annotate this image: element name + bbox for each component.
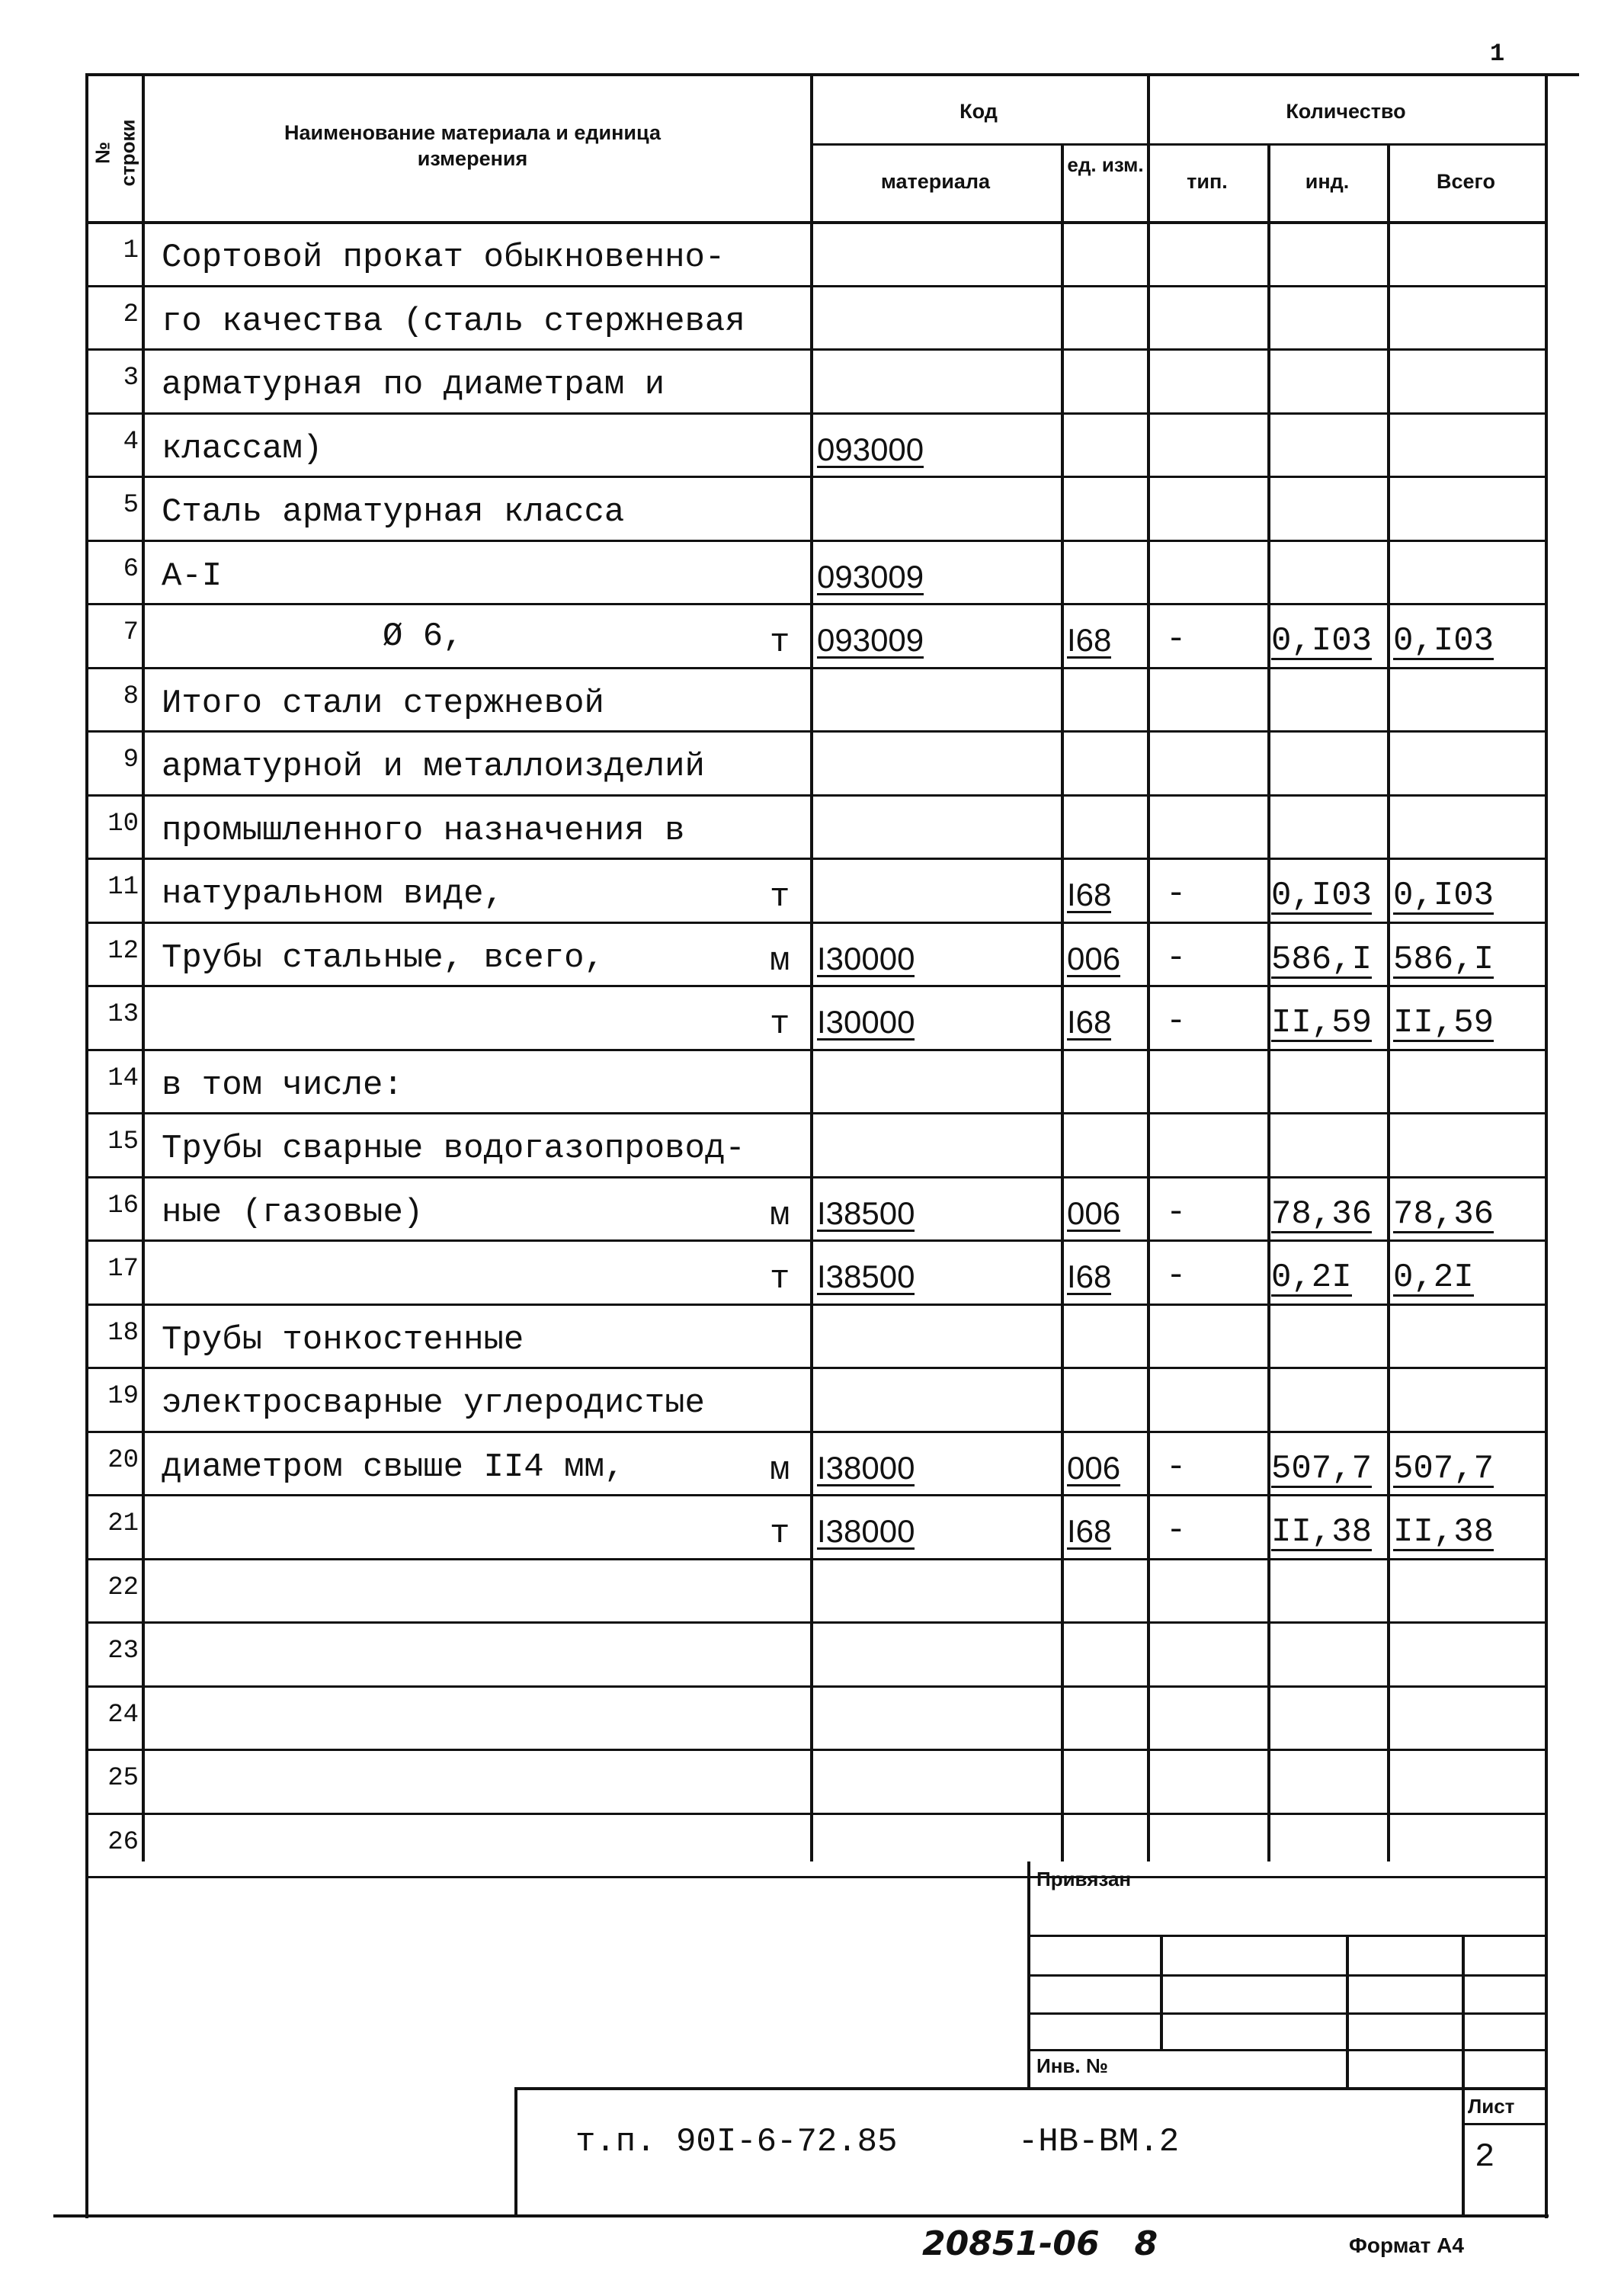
row-name: промышленного назначения в bbox=[162, 811, 685, 850]
row-unit: м bbox=[770, 941, 790, 980]
row-qty-typ: - bbox=[1166, 938, 1187, 977]
row-number: 9 bbox=[123, 746, 139, 774]
row-line bbox=[85, 1431, 1546, 1433]
row-unit: т bbox=[770, 1515, 790, 1553]
row-line bbox=[85, 1304, 1546, 1306]
header-qty-typ: тип. bbox=[1187, 170, 1228, 193]
row-qty-ind: II,59 bbox=[1271, 1004, 1373, 1042]
format-label: Формат А4 bbox=[1349, 2233, 1464, 2257]
row-qty-total: II,59 bbox=[1393, 1004, 1494, 1042]
row-code: I30000 bbox=[817, 940, 915, 976]
sheet-box-line bbox=[1462, 2123, 1546, 2125]
row-line bbox=[85, 1621, 1546, 1624]
row-number: 2 bbox=[123, 300, 139, 329]
row-qty-total: 0,2I bbox=[1393, 1259, 1474, 1297]
row-line bbox=[85, 1494, 1546, 1496]
sheet-number: 2 bbox=[1475, 2138, 1495, 2176]
privyazan-label: Привязан bbox=[1036, 1868, 1132, 1890]
row-code: I38000 bbox=[817, 1449, 915, 1486]
row-number: 3 bbox=[123, 364, 139, 393]
row-number: 13 bbox=[107, 1000, 139, 1029]
title-block-top bbox=[514, 2087, 1546, 2090]
stamp-line-h3 bbox=[1027, 2012, 1546, 2015]
row-name: Трубы стальные, всего, bbox=[162, 938, 604, 977]
row-line bbox=[85, 922, 1546, 924]
sheet-label: Лист bbox=[1468, 2095, 1515, 2118]
row-qty-total: 507,7 bbox=[1393, 1449, 1494, 1488]
row-line bbox=[85, 985, 1546, 987]
row-number: 8 bbox=[123, 681, 139, 711]
row-name: Трубы сварные водогазопровод- bbox=[162, 1130, 745, 1168]
row-unit: т bbox=[770, 1005, 790, 1044]
row-number: 12 bbox=[107, 936, 139, 966]
row-number: 21 bbox=[107, 1509, 139, 1538]
row-line bbox=[85, 1176, 1546, 1178]
row-line bbox=[85, 667, 1546, 669]
row-qty-typ: - bbox=[1166, 875, 1187, 913]
row-name: А-I bbox=[162, 556, 223, 595]
col-line-typ bbox=[1267, 145, 1270, 1861]
row-code: 093000 bbox=[817, 431, 924, 467]
stamp-line-h1 bbox=[1027, 1935, 1546, 1937]
row-name: арматурной и металлоизделий bbox=[162, 748, 705, 786]
header-bottom bbox=[85, 221, 1546, 224]
row-qty-ind: 0,I03 bbox=[1271, 877, 1373, 915]
row-number: 4 bbox=[123, 427, 139, 457]
row-unit-code: I68 bbox=[1067, 1513, 1112, 1549]
row-name: Сталь арматурная класса bbox=[162, 493, 625, 531]
doc-code: т.п. 90I-6-72.85 -НВ-ВМ.2 bbox=[575, 2123, 1180, 2161]
stamp-line-h2 bbox=[1027, 1974, 1546, 1977]
row-number: 11 bbox=[107, 873, 139, 902]
row-line bbox=[85, 730, 1546, 733]
row-qty-total: 0,I03 bbox=[1393, 622, 1494, 660]
header-quantity: Количество bbox=[1286, 100, 1406, 123]
col-line-unit bbox=[1147, 75, 1150, 1861]
row-qty-ind: 0,I03 bbox=[1271, 622, 1373, 660]
header-subline bbox=[810, 143, 1546, 146]
row-line bbox=[85, 348, 1546, 351]
row-number: 6 bbox=[123, 554, 139, 584]
row-line bbox=[85, 1813, 1546, 1815]
row-qty-total: 78,36 bbox=[1393, 1194, 1494, 1233]
col-line-ind bbox=[1387, 145, 1390, 1861]
row-qty-total: II,38 bbox=[1393, 1513, 1494, 1551]
row-number: 16 bbox=[107, 1191, 139, 1220]
row-line bbox=[85, 1685, 1546, 1688]
row-number: 5 bbox=[123, 491, 139, 520]
row-unit: м bbox=[770, 1196, 790, 1235]
row-qty-ind: 78,36 bbox=[1271, 1194, 1373, 1233]
row-qty-typ: - bbox=[1166, 1193, 1187, 1232]
header-qty-total: Всего bbox=[1437, 170, 1495, 193]
row-line bbox=[85, 412, 1546, 415]
stamp-line-v2 bbox=[1160, 1935, 1163, 2049]
row-unit-code: I68 bbox=[1067, 1004, 1112, 1040]
col-line-rownum bbox=[142, 75, 145, 1861]
row-name: Ø 6, bbox=[383, 617, 463, 656]
row-code: I38500 bbox=[817, 1194, 915, 1231]
row-qty-typ: - bbox=[1166, 1257, 1187, 1295]
row-unit: м bbox=[770, 1451, 790, 1490]
col-line-name bbox=[810, 75, 813, 1861]
header-qty-ind: инд. bbox=[1305, 170, 1350, 193]
row-line bbox=[85, 1558, 1546, 1560]
row-line bbox=[85, 1112, 1546, 1114]
row-code: 093009 bbox=[817, 558, 924, 595]
row-name: диаметром свыше II4 мм, bbox=[162, 1448, 625, 1486]
row-code: I30000 bbox=[817, 1004, 915, 1040]
stamp-line-h4 bbox=[1027, 2049, 1546, 2051]
row-line bbox=[85, 1239, 1546, 1242]
row-number: 20 bbox=[107, 1445, 139, 1475]
row-number: 15 bbox=[107, 1127, 139, 1156]
header-code-unit: ед. изм. bbox=[1067, 153, 1144, 176]
row-line bbox=[85, 1049, 1546, 1051]
row-qty-typ: - bbox=[1166, 620, 1187, 659]
row-qty-typ: - bbox=[1166, 1002, 1187, 1041]
col-line-code bbox=[1061, 145, 1064, 1861]
row-code: I38500 bbox=[817, 1259, 915, 1294]
row-line bbox=[85, 1876, 1546, 1878]
row-line bbox=[85, 1749, 1546, 1751]
row-unit-code: 006 bbox=[1067, 940, 1121, 976]
frame-top bbox=[85, 73, 1579, 76]
row-number: 17 bbox=[107, 1255, 139, 1284]
row-line bbox=[85, 285, 1546, 287]
stamp-line-v3 bbox=[1346, 1935, 1349, 2089]
stamp-line-v4 bbox=[1462, 1935, 1465, 2215]
row-number: 14 bbox=[107, 1063, 139, 1093]
row-code: I38000 bbox=[817, 1513, 915, 1549]
header-rownum: № строки bbox=[91, 119, 139, 187]
row-name: Трубы тонкостенные bbox=[162, 1320, 524, 1359]
row-qty-ind: 507,7 bbox=[1271, 1449, 1373, 1488]
row-qty-ind: 0,2I bbox=[1271, 1259, 1352, 1297]
row-unit: т bbox=[770, 624, 790, 662]
row-number: 25 bbox=[107, 1764, 139, 1793]
row-code: 093009 bbox=[817, 622, 924, 658]
row-number: 10 bbox=[107, 809, 139, 839]
row-number: 23 bbox=[107, 1637, 139, 1666]
row-name: Итого стали стержневой bbox=[162, 684, 604, 723]
row-line bbox=[85, 858, 1546, 860]
row-number: 7 bbox=[123, 618, 139, 647]
row-line bbox=[85, 603, 1546, 605]
row-unit-code: I68 bbox=[1067, 877, 1112, 912]
row-qty-ind: 586,I bbox=[1271, 940, 1373, 979]
row-line bbox=[85, 794, 1546, 797]
frame-right bbox=[1545, 75, 1548, 2218]
row-name: арматурная по диаметрам и bbox=[162, 366, 665, 404]
row-qty-typ: - bbox=[1166, 1448, 1187, 1486]
header-code-material: материала bbox=[880, 170, 991, 193]
row-number: 24 bbox=[107, 1700, 139, 1730]
row-number: 19 bbox=[107, 1382, 139, 1411]
row-unit-code: 006 bbox=[1067, 1449, 1121, 1486]
row-line bbox=[85, 1367, 1546, 1369]
row-unit: т bbox=[770, 1260, 790, 1298]
row-number: 26 bbox=[107, 1827, 139, 1857]
row-name: го качества (сталь стержневая bbox=[162, 302, 745, 341]
row-line bbox=[85, 476, 1546, 478]
row-unit-code: 006 bbox=[1067, 1194, 1121, 1231]
row-qty-total: 586,I bbox=[1393, 940, 1494, 979]
row-unit-code: I68 bbox=[1067, 622, 1112, 658]
row-qty-typ: - bbox=[1166, 1512, 1187, 1550]
archive-number: 20851-06 8 bbox=[922, 2224, 1158, 2263]
frame-bottom bbox=[53, 2214, 1549, 2217]
row-unit-code: I68 bbox=[1067, 1259, 1112, 1294]
row-number: 1 bbox=[123, 236, 139, 265]
row-line bbox=[85, 540, 1546, 542]
row-qty-total: 0,I03 bbox=[1393, 877, 1494, 915]
header-name: Наименование материала и единица измерения bbox=[284, 121, 661, 170]
row-name: Сортовой прокат обыкновенно- bbox=[162, 239, 726, 277]
row-name: натуральном виде, bbox=[162, 875, 504, 913]
title-block-left bbox=[514, 2087, 517, 2217]
corner-mark: 1 bbox=[1490, 40, 1505, 68]
row-number: 18 bbox=[107, 1318, 139, 1348]
row-qty-ind: II,38 bbox=[1271, 1513, 1373, 1551]
row-name: классам) bbox=[162, 429, 323, 468]
row-name: в том числе: bbox=[162, 1066, 403, 1105]
inv-no-label: Инв. № bbox=[1036, 2054, 1108, 2077]
row-number: 22 bbox=[107, 1573, 139, 1602]
row-unit: т bbox=[770, 878, 790, 916]
header-code: Код bbox=[959, 100, 998, 123]
row-name: ные (газовые) bbox=[162, 1193, 424, 1232]
row-name: электросварные углеродистые bbox=[162, 1384, 705, 1422]
